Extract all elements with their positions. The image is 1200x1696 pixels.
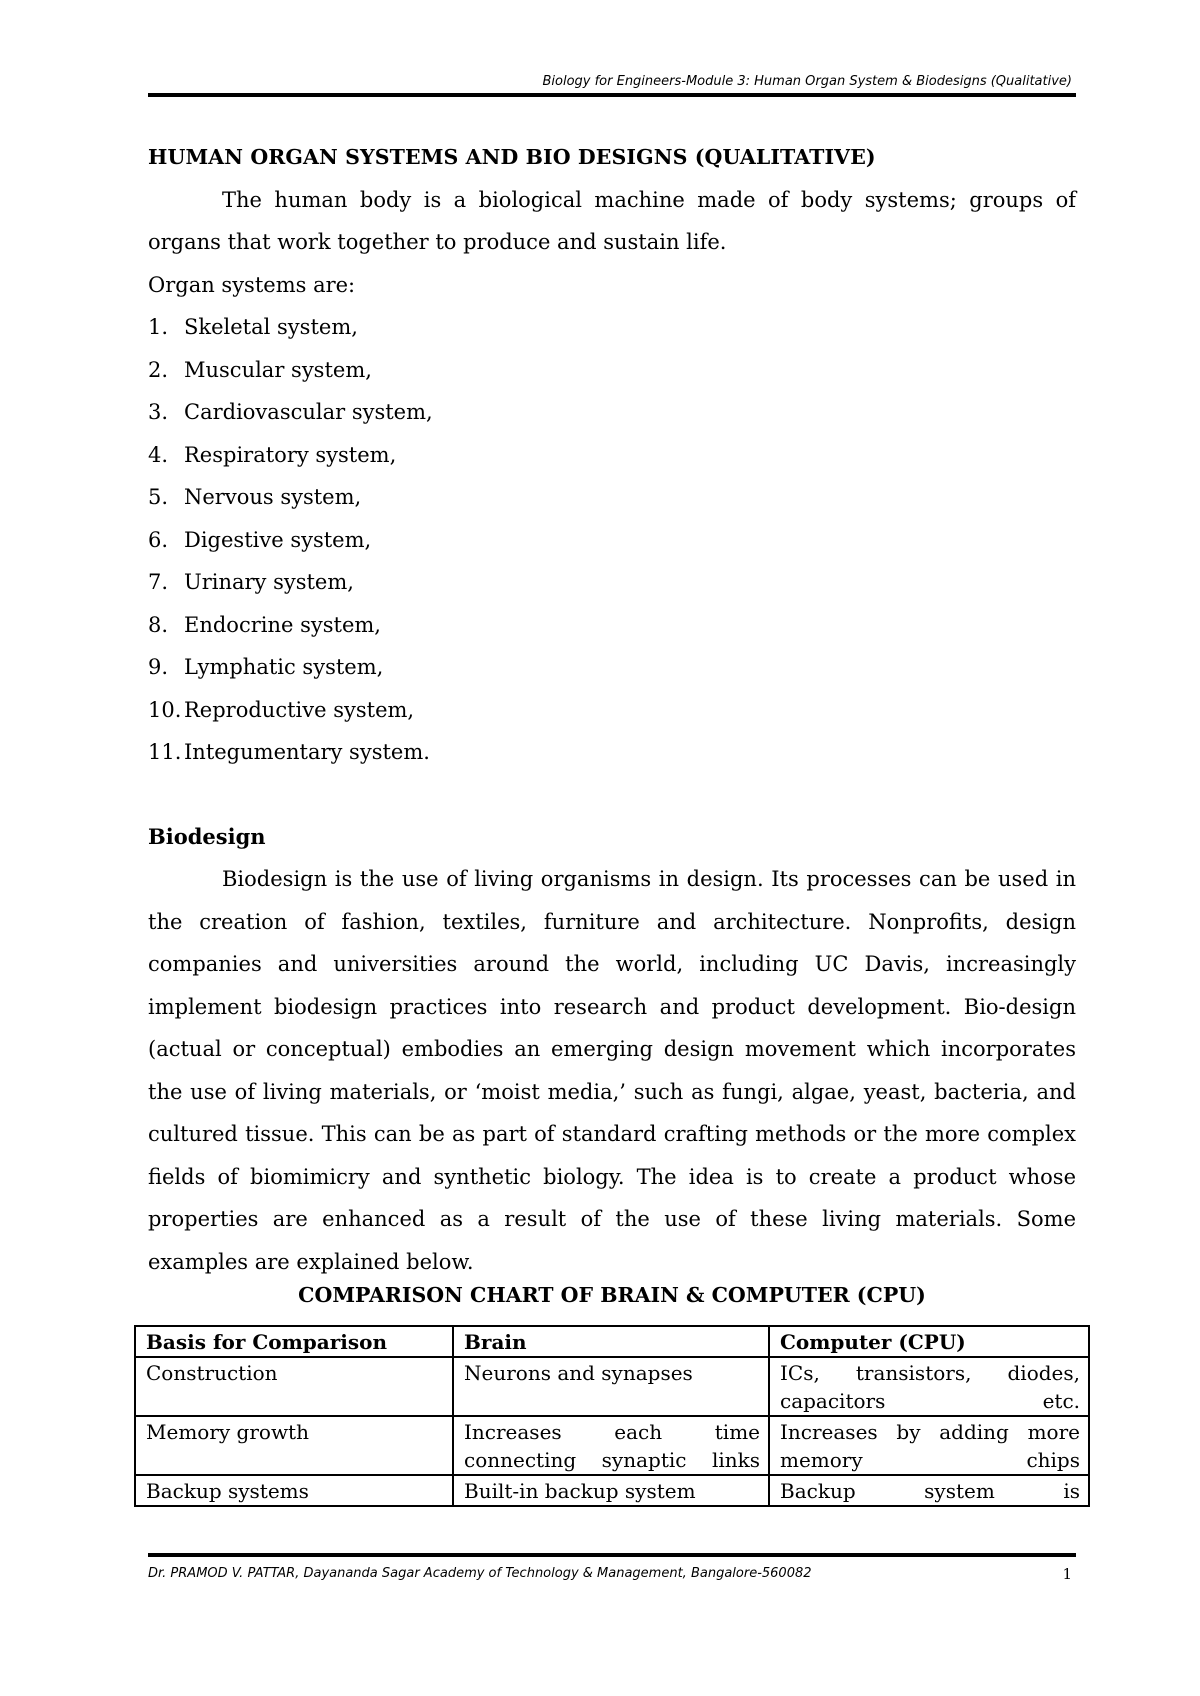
list-text: Reproductive system,: [184, 697, 415, 722]
list-number: 10.: [148, 697, 182, 722]
table-title: COMPARISON CHART OF BRAIN & COMPUTER (CPU): [298, 1283, 926, 1307]
table-header-row: [135, 1326, 1089, 1357]
section-heading-organ-systems: HUMAN ORGAN SYSTEMS AND BIO DESIGNS (QUALITATIVE): [148, 145, 876, 169]
table-cell: Built-in backup system: [453, 1475, 769, 1506]
list-item: [148, 646, 1076, 689]
table-row: [135, 1416, 1089, 1475]
list-number: 6.: [148, 527, 169, 552]
column-header: Basis for Comparison: [135, 1326, 453, 1357]
list-number: 8.: [148, 612, 169, 637]
table-cell: ICs, transistors, diodes, capacitors etc.: [769, 1357, 1089, 1416]
list-item: [148, 349, 1076, 392]
list-number: 2.: [148, 357, 169, 382]
table-cell: Construction: [135, 1357, 453, 1416]
list-text: Muscular system,: [184, 357, 372, 382]
table-cell: Increases by adding more memory chips: [769, 1416, 1089, 1475]
column-header: Brain: [453, 1326, 769, 1357]
list-number: 11.: [148, 740, 182, 764]
list-number: 5.: [148, 485, 169, 509]
list-item: [148, 604, 1076, 647]
list-text: Lymphatic system,: [184, 655, 384, 679]
list-item: [148, 391, 1076, 434]
list-item: [148, 434, 1076, 477]
section-heading-biodesign: Biodesign: [148, 823, 266, 849]
footer-author: Dr. PRAMOD V. PATTAR, Dayananda Sagar Academy of Technology & Management, Bangalore-560082: [148, 1566, 812, 1581]
intro-paragraph: The human body is a biological machine made of body systems; groups of organs that work together to produce and sustain life.: [148, 187, 1076, 254]
running-header: Biology for Engineers-Module 3: Human Organ System & Biodesigns (Qualitative): [542, 74, 1072, 89]
table-row: [135, 1475, 1089, 1506]
list-item: [148, 476, 1076, 519]
table-cell: Backup system is: [769, 1475, 1089, 1506]
list-text: Digestive system,: [184, 527, 372, 552]
document-body: [148, 136, 1076, 1283]
list-number: 3.: [148, 400, 169, 424]
organ-systems-list: [148, 306, 1076, 774]
column-header: Computer (CPU): [769, 1326, 1089, 1357]
table-row: [135, 1357, 1089, 1416]
list-text: Nervous system,: [184, 485, 362, 509]
list-number: 4.: [148, 442, 169, 467]
list-item: [148, 306, 1076, 349]
list-text: Respiratory system,: [184, 442, 397, 467]
list-intro: Organ systems are:: [148, 272, 356, 297]
list-text: Endocrine system,: [184, 612, 381, 637]
list-text: Integumentary system.: [184, 740, 430, 764]
comparison-table: [134, 1325, 1090, 1507]
list-item: [148, 519, 1076, 562]
table-cell: Memory growth: [135, 1416, 453, 1475]
table-cell: Backup systems: [135, 1475, 453, 1506]
page-number: 1: [1062, 1565, 1072, 1583]
table-cell: Increases each time connecting synaptic links: [453, 1416, 769, 1475]
header-rule: [148, 93, 1076, 97]
list-number: 1.: [148, 315, 169, 339]
footer-rule: [148, 1553, 1076, 1557]
table-cell: Neurons and synapses: [453, 1357, 769, 1416]
list-text: Cardiovascular system,: [184, 400, 433, 424]
list-item: [148, 689, 1076, 732]
list-item: [148, 731, 1076, 774]
list-item: [148, 561, 1076, 604]
section-spacer: [148, 774, 1076, 816]
list-text: Urinary system,: [184, 570, 354, 594]
list-text: Skeletal system,: [184, 315, 358, 339]
list-number: 7.: [148, 570, 169, 594]
list-number: 9.: [148, 655, 169, 679]
biodesign-paragraph: Biodesign is the use of living organisms in design. Its processes can be used in the creation of fashion, textiles, furniture and architecture. Nonprofits, design companies and universities around the world, including UC Davis, increasingly implement biodesign practices into research and product development. Bio-design (actual or conceptual) embodies an emerging design movement which incorporates the use of living materials, or ‘moist media,’ such as fungi, algae, yeast, bacteria, and cultured tissue. This can be as part of standard crafting methods or the more complex fields of biomimicry and synthetic biology. The idea is to create a product whose properties are enhanced as a result of the use of these living materials. Some examples are explained below.: [148, 867, 1076, 1274]
